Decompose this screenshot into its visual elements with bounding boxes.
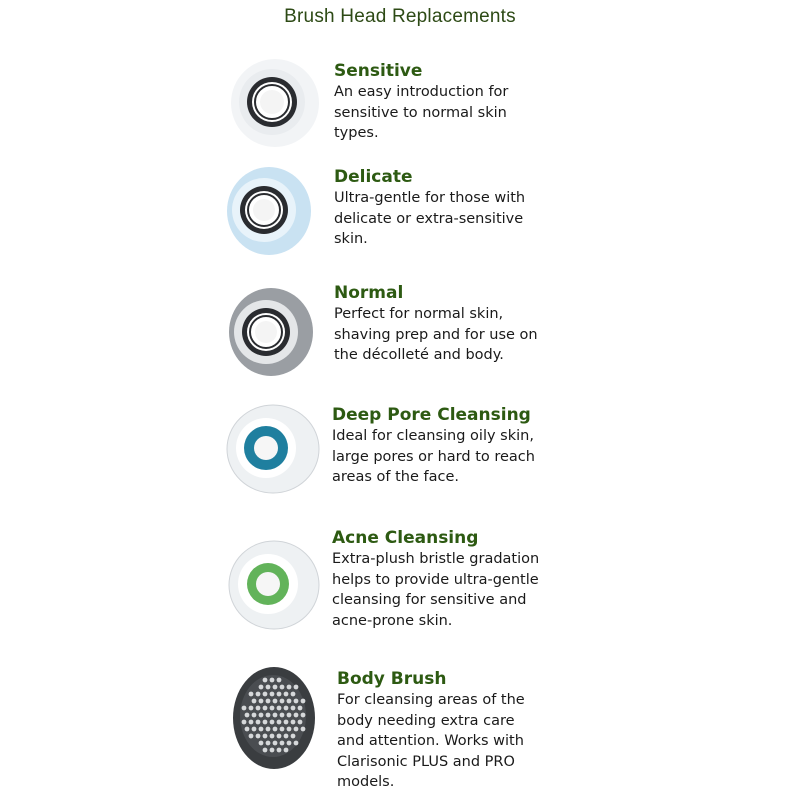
item-desc-deep-pore-cleansing-line2: large pores or hard to reach [332, 448, 535, 465]
item-desc-delicate-line2: delicate or extra-sensitive [334, 210, 524, 227]
item-desc-body-brush-line2: body needing extra care [337, 712, 515, 729]
item-title-acne-cleansing: Acne Cleansing [332, 528, 479, 548]
body-brush-icon [232, 666, 316, 770]
delicate-brush-head-image [226, 166, 312, 256]
item-desc-deep-pore-cleansing-line3: areas of the face. [332, 469, 459, 485]
acne-cleansing-brush-head-image [228, 540, 320, 630]
delicate-brush-icon [226, 166, 312, 256]
item-desc-normal-line1: Perfect for normal skin, [334, 306, 504, 322]
page-title: Brush Head Replacements [284, 6, 516, 27]
item-desc-acne-cleansing-line1: Extra-plush bristle gradation [332, 551, 540, 567]
deep-pore-cleansing-brush-icon [226, 404, 320, 494]
item-desc-body-brush-line5: models. [337, 774, 395, 790]
item-desc-deep-pore-cleansing-line1: Ideal for cleansing oily skin, [332, 428, 534, 444]
item-desc-sensitive-line1: An easy introduction for [334, 84, 509, 100]
sensitive-brush-head-image [230, 58, 320, 148]
item-desc-body-brush-line3: and attention. Works with [337, 733, 524, 749]
item-desc-body-brush-line4: Clarisonic PLUS and PRO [337, 753, 515, 770]
item-desc-normal-line3: the décolleté and body. [334, 347, 504, 363]
item-desc-sensitive-line3: types. [334, 125, 379, 141]
sensitive-brush-icon [230, 58, 320, 148]
item-desc-sensitive-line2: sensitive to normal skin [334, 104, 507, 121]
body-brush-head-image [232, 666, 316, 770]
item-desc-body-brush-line1: For cleansing areas of the [337, 692, 525, 708]
normal-brush-icon [228, 287, 314, 377]
item-title-normal: Normal [334, 283, 404, 303]
item-title-body-brush: Body Brush [337, 669, 447, 689]
acne-cleansing-brush-icon [228, 540, 320, 630]
item-desc-delicate-line3: skin. [334, 231, 368, 247]
item-title-deep-pore-cleansing: Deep Pore Cleansing [332, 405, 531, 425]
item-title-delicate: Delicate [334, 167, 413, 187]
deep-pore-cleansing-brush-head-image [226, 404, 320, 494]
item-desc-delicate-line1: Ultra-gentle for those with [334, 190, 526, 206]
item-desc-normal-line2: shaving prep and for use on [334, 326, 538, 343]
item-desc-acne-cleansing-line2: helps to provide ultra-gentle [332, 571, 539, 588]
item-title-sensitive: Sensitive [334, 61, 423, 81]
item-desc-acne-cleansing-line4: acne-prone skin. [332, 612, 453, 629]
item-desc-acne-cleansing-line3: cleansing for sensitive and [332, 592, 527, 608]
normal-brush-head-image [228, 287, 314, 377]
